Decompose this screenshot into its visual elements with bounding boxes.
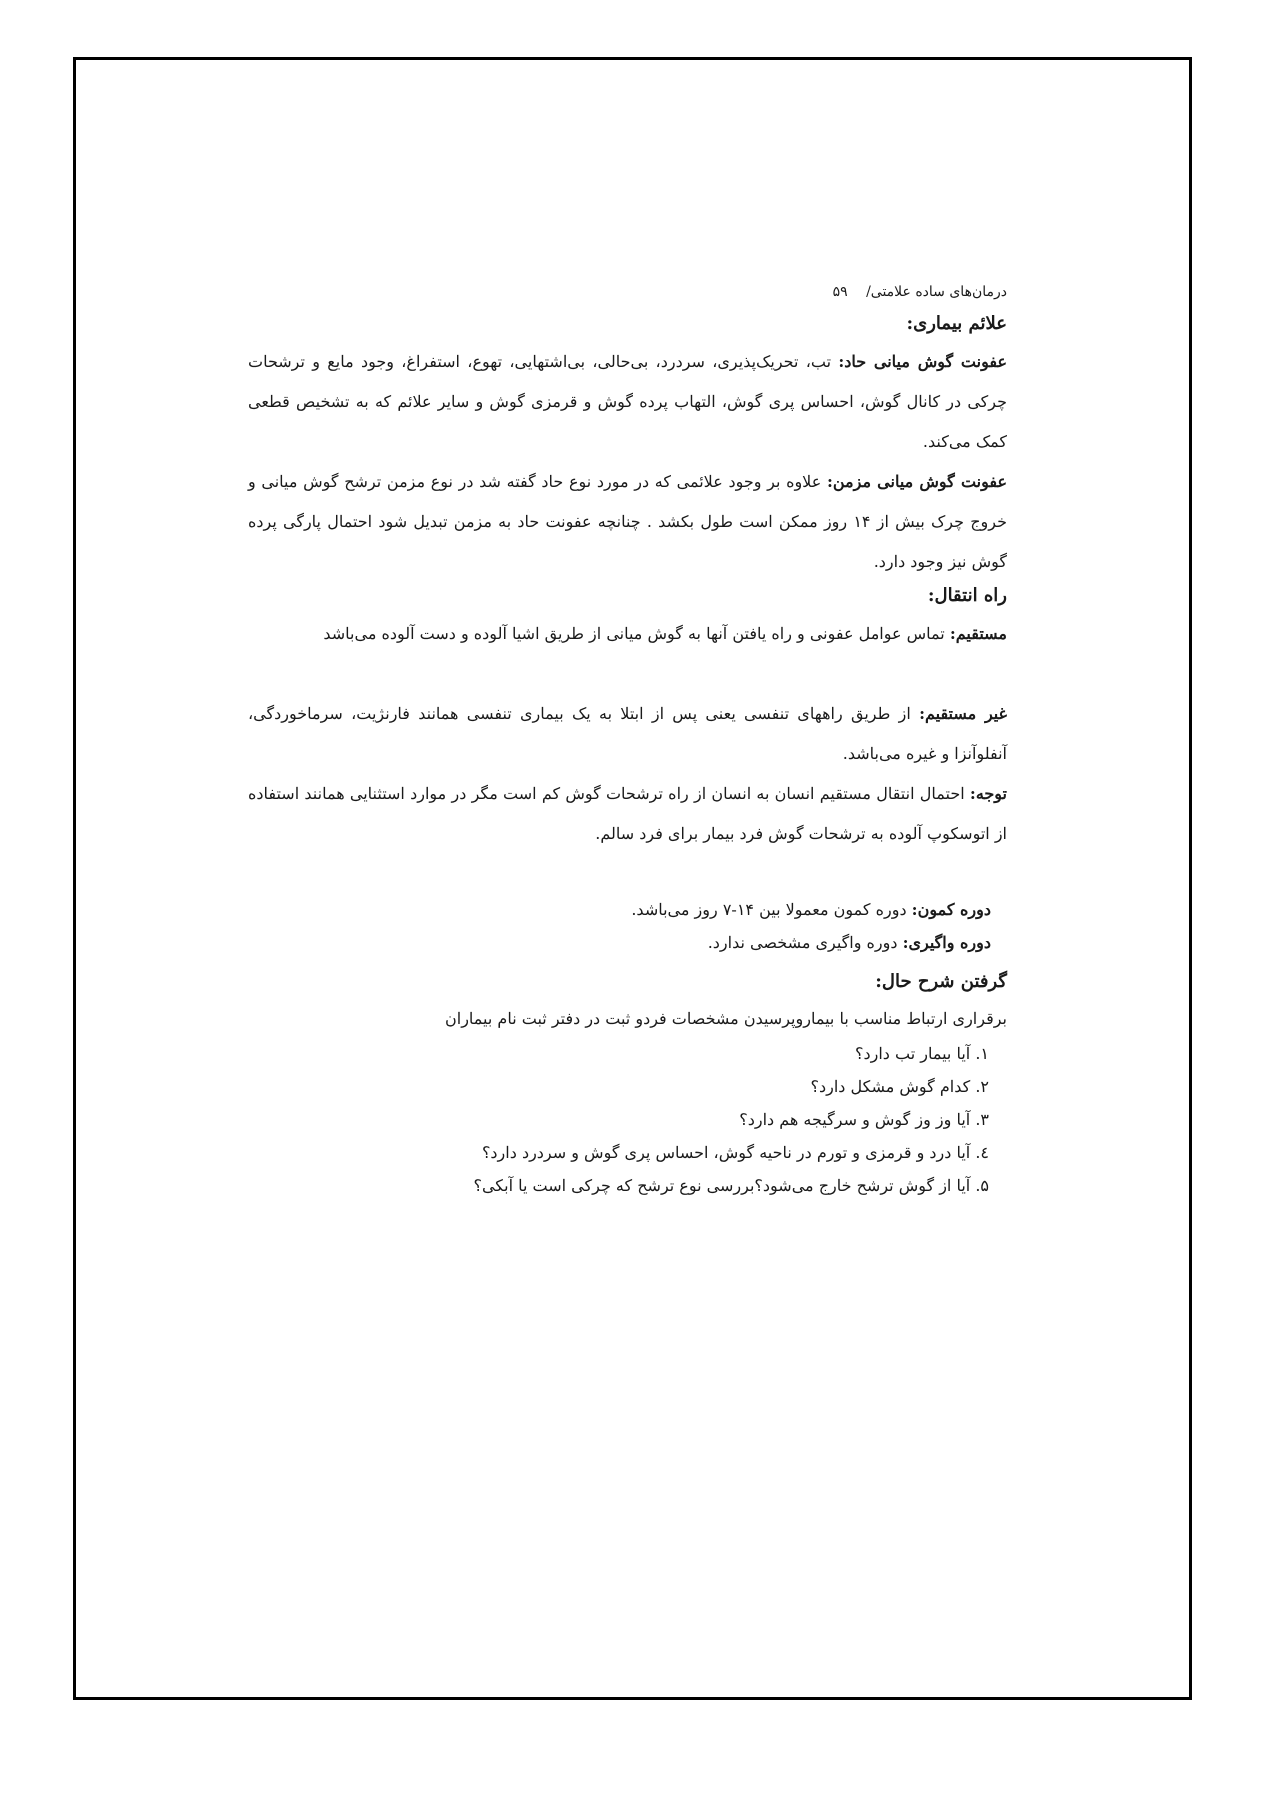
- note-label: توجه:: [969, 784, 1007, 803]
- acute-paragraph: [248, 342, 1007, 462]
- acute-label: عفونت گوش میانی حاد:: [838, 352, 1007, 371]
- chronic-paragraph: [248, 462, 1007, 582]
- running-header: [248, 282, 1007, 302]
- page-number: ۵۹: [832, 284, 848, 300]
- question-5: ۵. آیا از گوش ترشح خارج می‌شود؟بررسی نوع ترشح که چرکی است یا آبکی؟: [473, 1176, 989, 1195]
- question-1: ۱. آیا بیمار تب دارد؟: [854, 1044, 989, 1063]
- indirect-label: غیر مستقیم:: [919, 704, 1007, 723]
- question-2: ۲. کدام گوش مشکل دارد؟: [810, 1077, 989, 1096]
- contagion-text: دوره واگیری مشخصی ندارد.: [707, 933, 903, 952]
- direct-text: تماس عوامل عفونی و راه یافتن آنها به گوش میانی از طریق اشیا آلوده و دست آلوده می‌باشد: [323, 624, 950, 643]
- question-4: ٤. آیا درد و قرمزی و تورم در ناحیه گوش، احساس پری گوش و سردرد دارد؟: [481, 1143, 989, 1162]
- note-text: احتمال انتقال مستقیم انسان به انسان از راه ترشحات گوش کم است مگر در موارد استثنایی همانند استفاده از اتوسکوپ آلوده به ترشحات گوش فرد بیمار برای فرد سالم.: [248, 784, 1007, 843]
- direct-paragraph: [248, 614, 1007, 654]
- incubation-line: [631, 895, 991, 925]
- note-paragraph: [248, 774, 1007, 854]
- contagion-label: دوره واگیری:: [902, 933, 991, 952]
- chronic-label: عفونت گوش میانی مزمن:: [826, 472, 1008, 491]
- symptoms-heading: علائم بیماری:: [906, 313, 1007, 334]
- header-title: درمان‌های ساده علامتی/: [866, 284, 1007, 300]
- indirect-paragraph: [248, 694, 1007, 774]
- incubation-label: دوره کمون:: [911, 900, 991, 919]
- history-intro: برقراری ارتباط مناسب با بیماروپرسیدن مشخصات فردو ثبت در دفتر ثبت نام بیماران: [445, 1009, 1007, 1028]
- incubation-text: دوره کمون معمولا بین ۱۴-۷ روز می‌باشد.: [631, 900, 912, 919]
- contagion-line: [708, 928, 991, 958]
- direct-label: مستقیم:: [949, 624, 1007, 643]
- history-heading: گرفتن شرح حال:: [875, 971, 1007, 992]
- question-3: ۳. آیا وز وز گوش و سرگیجه هم دارد؟: [739, 1110, 989, 1129]
- page-border: [73, 57, 1192, 1700]
- chronic-text: علاوه بر وجود علائمی که در مورد نوع حاد گفته شد در نوع مزمن ترشح گوش میانی و خروج چرک بیش از ۱۴ روز ممکن است طول بکشد . چنانچه عفونت حاد به مزمن تبدیل شود احتمال پارگی پرده گوش نیز وجود دارد.: [248, 472, 1007, 571]
- indirect-text: از طریق راههای تنفسی یعنی پس از ابتلا به یک بیماری تنفسی همانند فارنژیت، سرماخوردگی، آنفلوآنزا و غیره می‌باشد.: [248, 704, 1007, 763]
- transmission-heading: راه انتقال:: [927, 585, 1007, 606]
- acute-text: تب، تحریک‌پذیری، سردرد، بی‌حالی، بی‌اشتهایی، تهوع، استفراغ، وجود مایع و ترشحات چرکی در کانال گوش، احساس پری گوش، التهاب پرده گوش و قرمزی گوش و سایر علائم که به تشخیص قطعی کمک می‌کند.: [248, 352, 1007, 451]
